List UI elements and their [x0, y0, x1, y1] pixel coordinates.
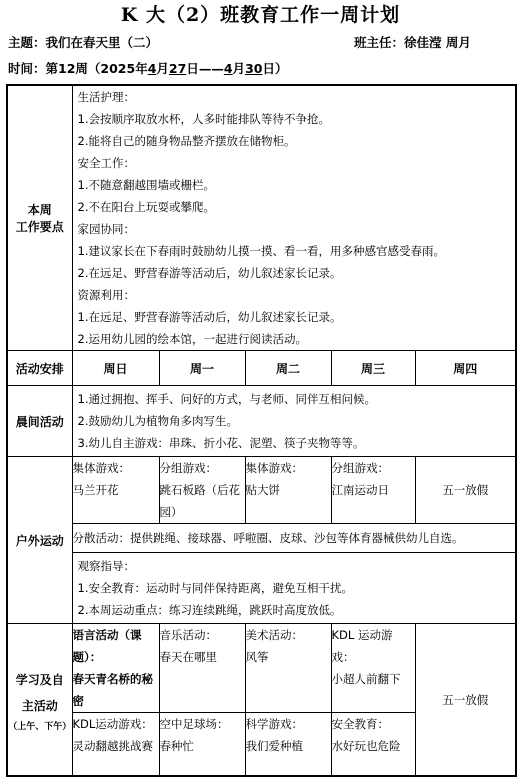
time-label: 时间： — [8, 61, 46, 76]
theme-line — [8, 33, 158, 51]
learning-cell: 音乐活动： 春天在哪里 — [159, 624, 245, 713]
key-point-line: 2.能将自己的随身物品整齐摆放在储物柜。 — [77, 134, 296, 148]
key-point-line: 资源利用： — [77, 288, 135, 302]
key-point-line: 1.不随意翻越围墙或栅栏。 — [77, 178, 215, 192]
teacher-label: 班主任： — [354, 35, 405, 50]
day-header: 周二 — [245, 351, 331, 386]
key-point-line: 2.不在阳台上玩耍或攀爬。 — [77, 200, 215, 214]
week-value: 第12周（2025年 — [45, 61, 148, 76]
key-point-line: 1.会按顺序取放水杯，人多时能排队等待不争抢。 — [77, 112, 330, 126]
day-header: 周四 — [415, 351, 516, 386]
outdoor-game-cell: 分组游戏： 跳石板路（后花园） — [159, 457, 245, 524]
key-point-line: 2.运用幼儿园的绘本馆，一起进行阅读活动。 — [77, 332, 307, 346]
learning-cell: 美术活动： 风筝 — [245, 624, 331, 713]
learning-cell: 安全教育： 水好玩也危险 — [331, 713, 415, 777]
key-point-line: 1.建议家长在下春雨时鼓励幼儿摸一摸、看一看，用多种感官感受春雨。 — [77, 244, 445, 258]
outdoor-game-cell: 集体游戏： 贴大饼 — [245, 457, 331, 524]
morning-line: 3.幼儿自主游戏：串珠、折小花、泥塑、筷子夹物等等。 — [77, 436, 365, 450]
key-points-row — [7, 85, 516, 351]
end-day: 30 — [245, 61, 263, 76]
morning-content — [72, 386, 516, 457]
page-title: K 大（2）班教育工作一周计划 — [120, 4, 401, 26]
morning-line: 2.鼓励幼儿为植物角多肉写生。 — [77, 414, 238, 428]
scattered-activity: 分散活动：提供跳绳、接球器、呼啦圈、皮球、沙包等体育器械供幼儿自选。 — [72, 524, 516, 553]
theme-label: 主题： — [8, 35, 46, 50]
day-header: 周三 — [331, 351, 415, 386]
day-header: 周日 — [72, 351, 159, 386]
outdoor-scattered-row — [7, 524, 516, 553]
guidance-content: 观察指导： 1.安全教育：运动时与同伴保持距离，避免互相干扰。 2.本周运动重点：练习连续跳绳，跳跃时高度放低。 — [72, 553, 516, 624]
key-points-content — [72, 85, 516, 351]
learning-cell: 空中足球场： 春种忙 — [159, 713, 245, 777]
teacher-line — [354, 33, 471, 51]
start-day: 27 — [168, 61, 187, 76]
outdoor-label: 户外运动 — [7, 457, 72, 624]
outdoor-guidance-row — [7, 553, 516, 624]
learning-label: 学习及自 主活动 （上午、下午） — [7, 624, 72, 777]
day-header: 周一 — [159, 351, 245, 386]
outdoor-game-cell: 分组游戏： 江南运动日 — [331, 457, 415, 524]
learning-cell: 科学游戏： 我们爱种植 — [245, 713, 331, 777]
key-point-line: 生活护理： — [77, 90, 135, 104]
end-month: 4 — [223, 61, 233, 76]
morning-row — [7, 386, 516, 457]
morning-label: 晨间活动 — [7, 386, 72, 457]
schedule-row — [7, 351, 516, 386]
schedule-label: 活动安排 — [7, 351, 72, 386]
outdoor-game-cell: 集体游戏： 马兰开花 — [72, 457, 159, 524]
key-point-line: 2.在远足、野营春游等活动后，幼儿叙述家长记录。 — [77, 266, 342, 280]
key-point-line: 家园协同： — [77, 222, 135, 236]
learning-cell: KDL 运动游戏： 小超人前翻下 — [331, 624, 415, 713]
weekly-plan-table — [6, 84, 517, 777]
start-month: 4 — [147, 61, 157, 76]
learning-row-1 — [7, 624, 516, 713]
morning-line: 1.通过拥抱、挥手、问好的方式，与老师、同伴互相问候。 — [77, 392, 376, 406]
key-point-line: 安全工作： — [77, 156, 135, 170]
teacher-value: 徐佳滢 周月 — [404, 35, 471, 50]
theme-value: 我们在春天里（二） — [45, 35, 159, 50]
learning-cell: 语言活动（课题）： 春天青名桥的秘密 — [72, 624, 159, 713]
outdoor-holiday: 五一放假 — [415, 457, 516, 524]
key-point-line: 1.在远足、野营春游等活动后，幼儿叙述家长记录。 — [77, 310, 342, 324]
outdoor-games-row — [7, 457, 516, 524]
key-points-label: 本周 工作要点 — [7, 85, 72, 351]
learning-cell: KDL运动游戏： 灵动翻越挑战赛 — [72, 713, 159, 777]
time-line: 时间：第12周（2025年4月27日——4月30日） — [8, 61, 288, 76]
learning-holiday: 五一放假 — [415, 624, 516, 777]
